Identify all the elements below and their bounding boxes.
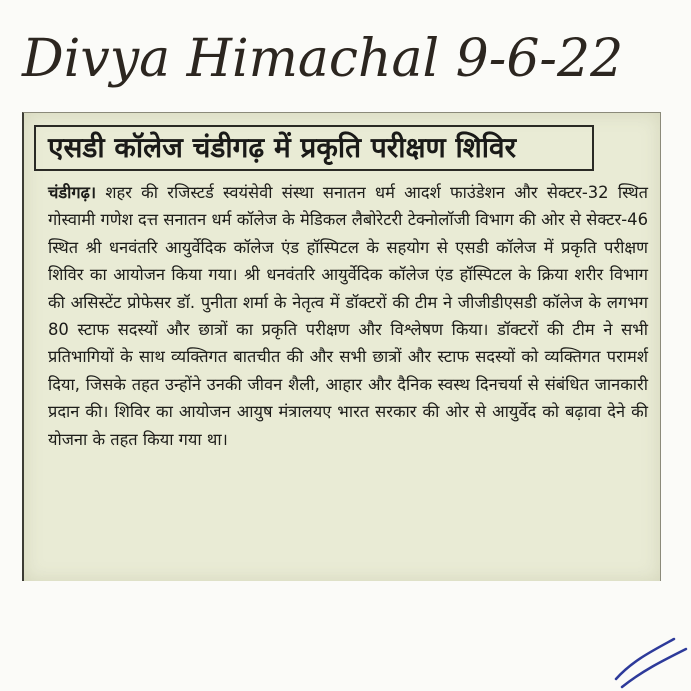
pen-scribble-mark xyxy=(612,631,691,691)
headline-box xyxy=(34,125,594,171)
article-headline: एसडी कॉलेज चंडीगढ़ में प्रकृति परीक्षण शिविर xyxy=(48,131,517,164)
handwritten-note-text: Divya Himachal 9-6-22 xyxy=(22,29,624,89)
newspaper-clipping xyxy=(22,112,661,581)
article-dateline: चंडीगढ़। xyxy=(48,183,97,202)
article-body xyxy=(48,179,648,453)
handwritten-source-note xyxy=(14,6,684,96)
article-body-text: शहर की रजिस्टर्ड स्वयंसेवी संस्था सनातन धर्म आदर्श फाउंडेशन और सेक्टर-32 स्थित गोस्वामी गणेश दत्त सनातन धर्म कॉलेज के मेडिकल लैबोरेटरी टेक्नोलॉजी विभाग की ओर से सेक्टर-46 स्थित श्री धनवंतरि आयुर्वेदिक कॉलेज एंड हॉस्पिटल के सहयोग से एसडी कॉलेज में प्रकृति परीक्षण शिविर का आयोजन किया गया। श्री धनवंतरि आयुर्वेदिक कॉलेज एंड हॉस्पिटल के क्रिया शरीर विभाग की असिस्टेंट प्रोफेसर डॉ. पुनीता शर्मा के नेतृत्व में डॉक्टरों की टीम ने जीजीडीएसडी कॉलेज के लगभग 80 स्टाफ सदस्यों और छात्रों का प्रकृति परीक्षण और विश्लेषण किया। डॉक्टरों की टीम ने सभी प्रतिभागियों के साथ व्यक्तिगत बातचीत की और सभी छात्रों और स्टाफ सदस्यों को व्यक्तिगत परामर्श दिया, जिसके तहत उन्होंने उनकी जीवन शैली, आहार और दैनिक स्वस्थ दिनचर्या से संबंधित जानकारी प्रदान की। शिविर का आयोजन आयुष मंत्रालयए भारत सरकार की ओर से आयुर्वेद को बढ़ावा देने की योजना के तहत किया गया था। xyxy=(48,183,648,449)
